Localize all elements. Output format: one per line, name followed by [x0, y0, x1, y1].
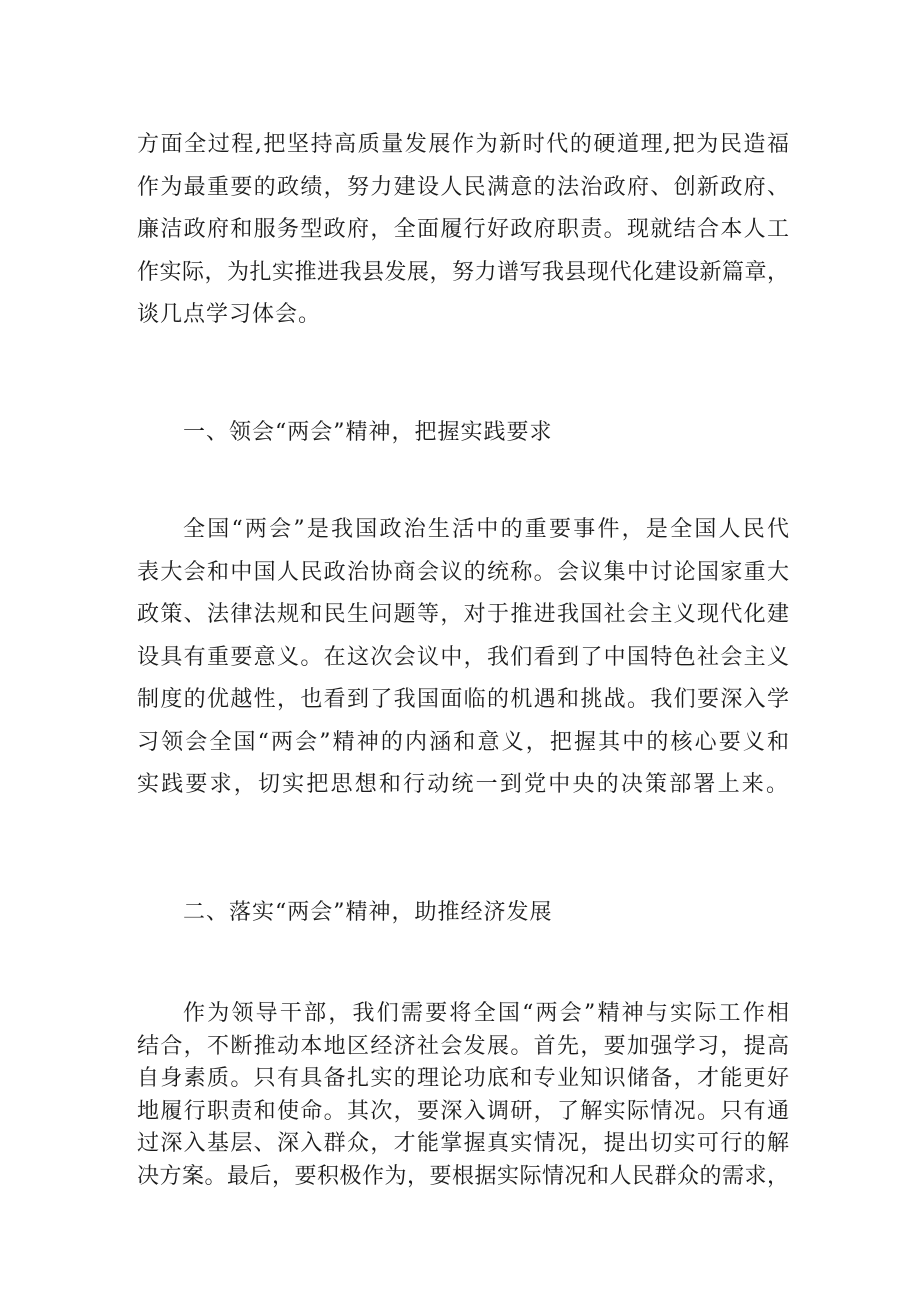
intro-line-4: 作实际，为扎实推进我县发展，努力谱写我县现代化建设新篇章，: [137, 259, 789, 285]
section-heading-2-text: 二、落实“两会”精神，助推经济发展: [183, 900, 553, 925]
intro-line-1: 方面全过程,把坚持高质量发展作为新时代的硬道理,把为民造福: [137, 132, 789, 157]
section-2-paragraph: [137, 998, 789, 1194]
para2-line-2: 结合，不断推动本地区经济社会发展。首先，要加强学习，提高: [137, 1033, 789, 1059]
para2-line-5: 过深入基层、深入群众，才能掌握真实情况，提出切实可行的解: [137, 1131, 789, 1157]
para2-line-3: 自身素质。只有具备扎实的理论功底和专业知识储备，才能更好: [137, 1066, 789, 1092]
para1-line-1: 全国“两会”是我国政治生活中的重要事件，是全国人民代: [183, 517, 789, 542]
para2-line-6: 决方案。最后，要积极作为，要根据实际情况和人民群众的需求，: [137, 1163, 789, 1189]
para1-line-5: 制度的优越性，也看到了我国面临的机遇和挑战。我们要深入学: [137, 687, 789, 712]
para2-line-1: 作为领导干部，我们需要将全国“两会”精神与实际工作相: [183, 1001, 789, 1026]
para1-line-6: 习领会全国“两会”精神的内涵和意义，把握其中的核心要义和: [137, 729, 789, 755]
para2-line-4: 地履行职责和使命。其次，要深入调研，了解实际情况。只有通: [137, 1098, 789, 1124]
para1-line-7: 实践要求，切实把思想和行动统一到党中央的决策部署上来。: [137, 772, 789, 797]
intro-line-3: 廉洁政府和服务型政府，全面履行好政府职责。现就结合本人工: [137, 217, 789, 242]
section-heading-1-text: 一、领会“两会”精神，把握实践要求: [183, 420, 553, 445]
intro-line-2: 作为最重要的政绩，努力建设人民满意的法治政府、创新政府、: [137, 174, 789, 200]
section-heading-1: [183, 418, 835, 448]
section-1-paragraph: [137, 509, 789, 807]
para1-line-2: 表大会和中国人民政治协商会议的统称。会议集中讨论国家重大: [137, 559, 789, 585]
intro-line-5: 谈几点学习体会。: [137, 302, 322, 327]
para1-line-4: 设具有重要意义。在这次会议中，我们看到了中国特色社会主义: [137, 644, 789, 670]
para1-line-3: 政策、法律法规和民生问题等，对于推进我国社会主义现代化建: [137, 602, 789, 627]
intro-paragraph: [137, 124, 789, 337]
section-heading-2: [183, 898, 835, 928]
